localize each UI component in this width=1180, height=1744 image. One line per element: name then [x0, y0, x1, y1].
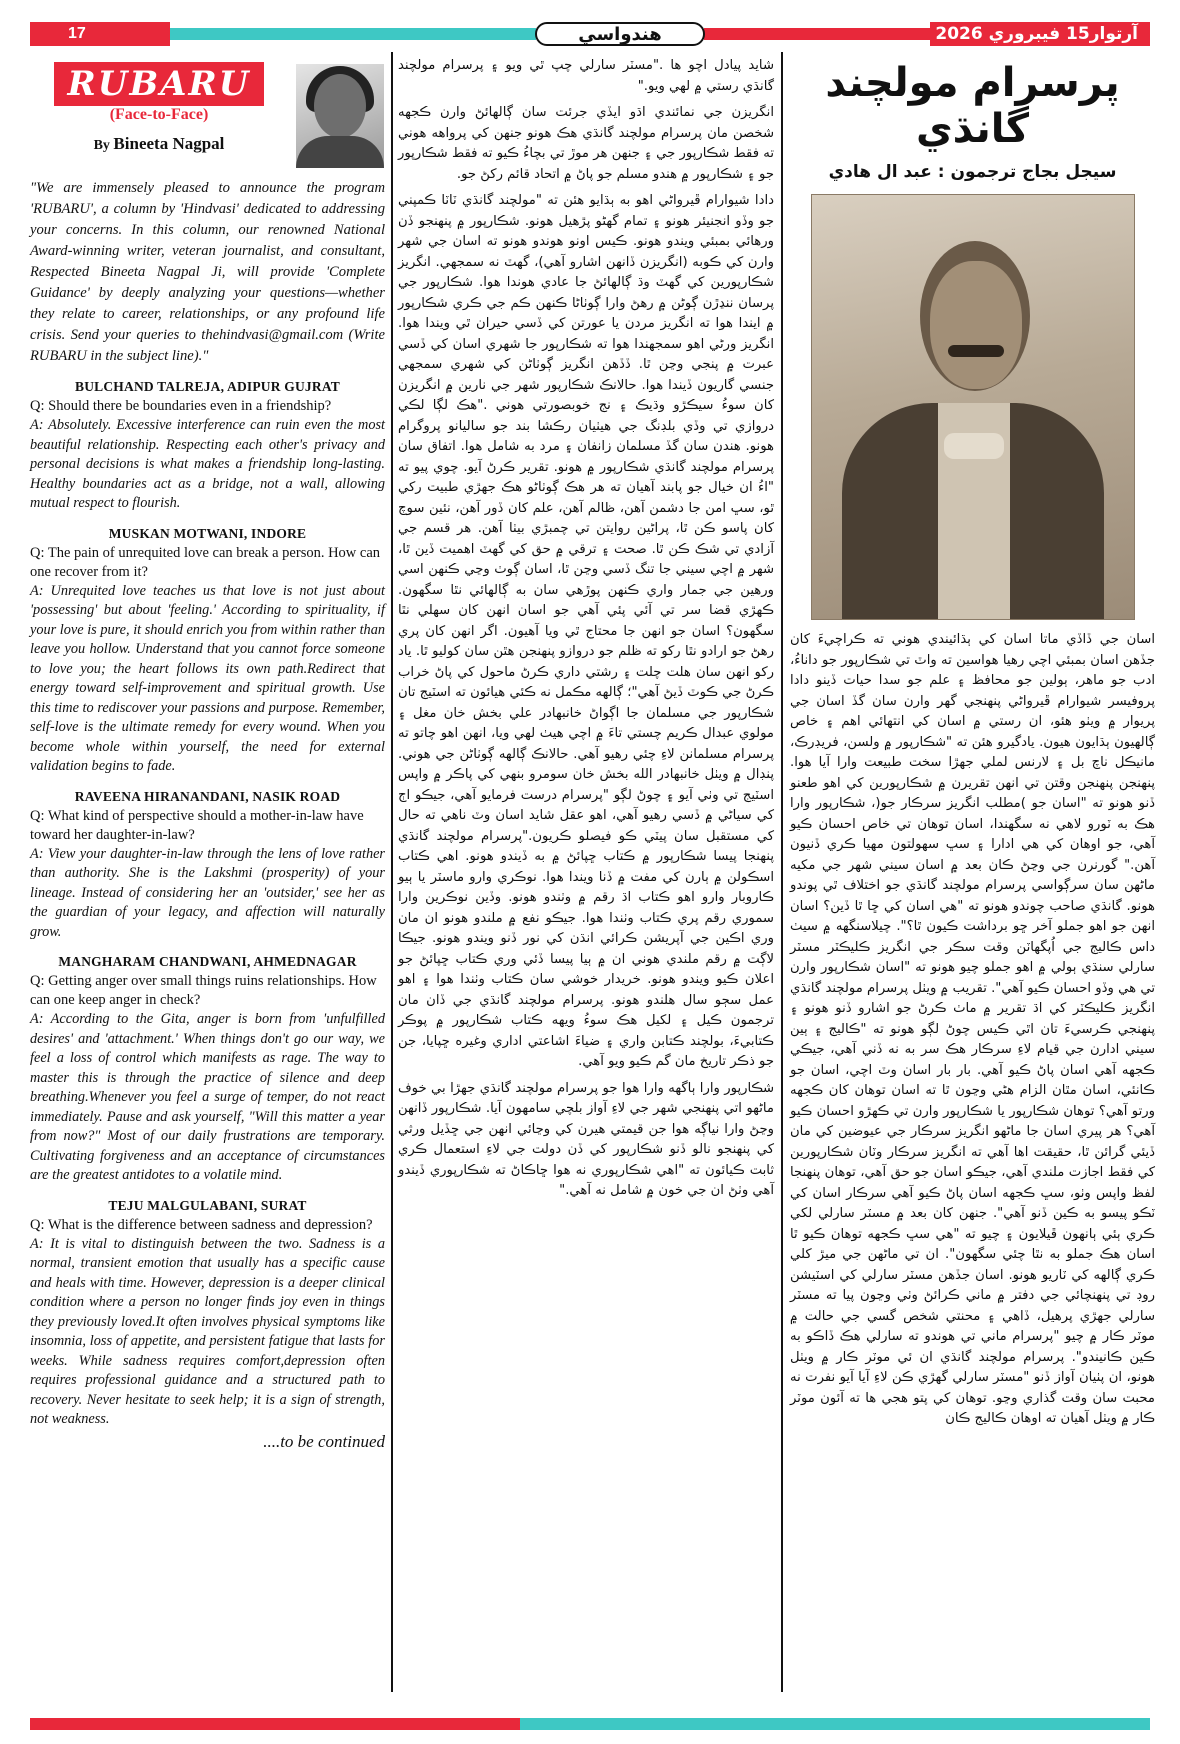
qa-item — [30, 526, 385, 777]
header-strip — [30, 22, 1150, 46]
article-byline: سيجل بجاج ترجمون : عبد ال هادي — [828, 162, 1117, 182]
qa-asker: RAVEENA HIRANANDANI, NASIK ROAD — [74, 788, 341, 804]
continued-note: ....to be continued — [263, 1431, 385, 1451]
footer-strip — [30, 1718, 1150, 1730]
qa-asker: TEJU MALGULABANI, SURAT — [108, 1197, 307, 1213]
article-paragraph: شڪارپور وارا ٻاگهه وارا هوا جو پرسرام مولچند گانڌي جهڙا بي خوف ماڻهو اتي پنهنجي شهر جي لاءِ آواز بلچي سامهون آيا. شڪارپور ڏانهن وڃڻ وارا نياڳه هوا جن قيمتي هيرن کي وڃائي انهن جي ڇڏيل ورثي کي پنهنجو نالو ڏنو شڪارپور کي ڏن دولت جي لاءِ استعمال ڪري ثابت ڪيائون ته "اهي شڪارپوري نه هوا ڇاڪاڻ ته شڪارپوري ڏيندو آهي وٺڻ ان جي خون ۾ شامل نه آهي." — [398, 1080, 774, 1198]
qa-question: Q: What kind of perspective should a mother-in-law have toward her daughter-in-law? — [30, 807, 364, 843]
article-paragraph: انگريزن جي نمائندي اڌو ايڏي جرئت سان ڳالهائڻ وارن ڪجهه شخصن مان پرسرام مولچند گانڌي هڪ هونو جنهن کي پرواهه هوني ته فقط شڪارپور جي ۽ جنهن هر موڙ تي بچاءُ ڪيو ته فقط شڪارپور جو ۽ شڪارپور ۾ هندو مسلم جو پاڻ ۾ اتحاد قائم رکڻ جو. — [398, 105, 774, 182]
qa-answer: A: View your daughter-in-law through the lens of love rather than authority. She is the Lakshmi (prosperity) of your lineage. Instead of considering her an 'outsider,' see her as the guardian of your legacy, and affection will naturally grow. — [30, 845, 385, 940]
rubaru-subtitle: (Face-to-Face) — [109, 106, 209, 123]
portrait-moustache — [948, 345, 1004, 357]
article-paragraph: دادا شيوارام ڦيرواڻي اهو به ٻڌايو هئن ته "مولچند گانڌي ٽاٽا ڪمپني جو وڏو انجنيئر هونو ۽ تمام گهڻو پڙهيل هونو. شڪارپور ۾ پنهنجو ڏن ورهائي بمبئي ويندو هونو. ڪيس اونو هوندو هونو ته اسان جي شهر وارن کي ڪوبه (انگريزن ڏانهن اشارو آهي)، گهٽ نه سمجهي. انگريز شڪارپورين کي گهٽ وڌ ڳالهائڻ جا عادي هوندا هوا. شڪارپور جي پرسان ننڍڙن ڳوڻن ۾ رهڻ وارا ڳوٺاڻا ڪنهن ڪم جي ڪري شڪارپور ۾ ايندا هوا ته انگريز مردن يا عورتن کي ڏسي حيران ٿي ويندا هوا. انگريز ورڻي اهو سمجهندا هوا ته شڪارپور جا شهري اسان کي ڏسي عبرت ۾ پنجي وڃن ٿا. ڏڏهن انگريز ڳوٺاڻن کي شهري سمجهي جنسي گاريون ڏيندا هوا. حالانڪ شڪارپور شهر جي نارين ۾ انگريزن کان سوءُ سيڪڙو وڌيڪ ۽ نج خوبصورتي هوني ."هڪ لڳا لڪي دروازي تي وڏي بلڊنگ جي هيٺيان رڪشا بند جو ساليانو پروگرام هونو. هندن سان گڏ مسلمان زانفان ۽ مرد به شامل هوا. اتفاق سان پرسرام مولچند گانڌي شڪارپور ۾ هونو. تقرير ڪرڻ آيو. چوي پيو ته "اءُ ان خيال جو پابند آهيان ته هر هڪ ڳوٺاڻو هڪ جهڙي طبيت رکي ٿو، سڀ امن جا دشمن آهن، ظالم آهن، علم کان ڏور آهن، نئين سوچ کان پاسو ڪن ٿا، پراڻين روايتن تي چمبڙي بيٺا آهن. هر قسم جي آزادي تي شڪ ڪن ٿا. صحت ۽ ترقي ۾ حق کي گهٽ اهميت ڏين ٿا، شهر ۾ اچي سيني جا تنگ ڏسي وڃن ٿا، اسان ڳوٺ وڃي ڪنهن اسي ورهين جي جمار واري ڪنهن پوڙهي سان به ڳالهائي نٿا سگهون. ڪهڙي قضا سر تي آئي پئي آهي جو اسان انهن کان سهلي نٿا سگهون؟ اسان جو انهن جا محتاج ٿي ويا آهيون. اگر انهن کان پري رهڻ جو ارادو نٿا رکو ته ظلم جو دروازو پنهنجن هٿن سان کوليو ٿا. ياد رکو انهن سان هلت چلت ۽ رشتي داري ڪرڻ ماحول کي پاڻ خراب ڪرڻ جي ڪوٽ ڏيڻ آهي"؛ ڳالهه مڪمل نه ڪئي هيائون ته اسٽيج تان شڪارپور جي مسلمان جا اڳواڻ خانبهادر علي بخش خان مغل ۽ مولوي عبدال ڪريم چستي تاءَ ۾ اچي هيٺ لهي ويا، انهن اهو چاتو ته پرسرام مسلمانن لاءِ چئي رهيو آهي. حالانڪ ڳالهه ڳوٺاڻن جي هوني. پنڊال ۾ ويٺل خانبهادر الله بخش خان سومرو بنهي کي پاڪر ۾ واپس اسٽيج تي وٺي آيو ۽ چوڻ لڳو "پرسرام درست فرمايو آهي، جيڪو اڄ کي سياڻي ۾ ڏسي رهيو آهي، اهو عقل شايد اسان وٽ ناهي ته حال کي مستقبل سان پيٽي ڪو فيصلو ڪريون."پرسرام مولچند گانڌي پنهنجا پيسا شڪارپور ۾ ڪتاب ڇپائڻ ۾ به ڏيندو هونو. اهي ڪتاب اسڪولن ۾ ٻارن کي مفت ۾ ڏنا ويندا هوا. نوڪري وارو ماسٽر يا ٻيو ڪاروبار وارو اهو ڪتاب اڌ رقم ۾ وٺندو هونو. وڏين نوڪرين وارا سموري رقم پري ڪتاب وٺندا هوا. جيڪو نفع ۾ ملندو هونو ان مان وري اڪين جي آپريشن ڪرائي انڌن کي نور ڏنو ويندو هونو. جيڪا لاڳت ۾ رقم ملندي هوني ان ۾ ٻيا پيسا ڏئي وري ڪتاب ڇپائڻ جو اعلان ڪيو ويندو هونو. خريدار خوشي سان ڪتاب وٺندا هوا ۽ اهو عمل سڄو سال هلندو هونو. پرسرام مولچند گانڌي جي ڏان مان ترجمون ڪيل ۽ لکيل هڪ سوءُ ويهه ڪتاب شڪارپور ۾ پوڪر ڪتابيءَ، بولچند ڪتابن واري ۽ ضياءَ اشاعتي اداري وغيره ڇپايا، جن جو ذڪر تاريخ مان گم ڪيو ويو آهي. — [398, 193, 774, 1069]
article-paragraph: شايد پيادل اچو ها ."مسٽر سارلي چپ ٿي ويو ۽ پرسرام مولچند گانڌي رستي ۾ لهي ويو." — [398, 58, 774, 94]
portrait-photo — [811, 194, 1135, 620]
column-divider-right — [781, 52, 783, 1692]
qa-question: Q: What is the difference between sadness and depression? — [30, 1216, 373, 1233]
rubaru-banner — [30, 62, 385, 170]
article-continuation-column — [398, 56, 774, 1208]
rubaru-intro: "We are immensely pleased to announce the program 'RUBARU', a column by 'Hindvasi' dedicated to addressing your concerns. In this column, our renowned National Award-winning writer, veteran journalist, and consultant, Respected Bineeta Nagpal Ji, will provide 'Complete Guidance' by deeply analyzing your questions—whether they relate to career, relationships, or any profound life crisis. Send your queries to thehindvasi@gmail.com (Write RUBARU in the subject line)." — [30, 180, 385, 364]
column-divider-left — [391, 52, 393, 1692]
article-main-column — [790, 56, 1155, 1430]
qa-question: Q: The pain of unrequited love can break a person. How can one recover from it? — [30, 544, 381, 580]
byline-prefix: By — [93, 138, 110, 153]
article-paragraph: اسان جي ڏاڏي ماتا اسان کي ٻڌائيندي هوني ته ڪراچيءَ کان جڏهن اسان بمبئي اچي رهيا هواسين ته واٽ تي شڪارپور جو داناءُ، ادب جو ماهر، ٻولين جو محافظ ۽ علم جو سدا حيات ڏينو دادا پروفيسر شيوارام ڦيرواڻي پنهنجي گهر وارن سان گڏ اسان جي پريوار ۾ ويٺو هئو، ان رستي ۾ اسان کي انتهائي اهم ۽ خاص ڳالهيون ٻڌايون هيون. يادگيرو هئن ته "شڪارپور ۾ ولسن، فريڊرڪ، مانيڪل ناچ بل ۽ لارنس لملي جهڙا سخت طبيعت وارا آيا هوا. پنهنجن پنهنجن وقتن تي انهن تقريرن ۾ شڪارپورين کي اهو طعنو ڏنو هونو ته "اسان جو )مطلب انگريز سرڪار جو(، شڪارپور وارا ھڪ به ٽورو لاهي نه سگهندا، اسان توهان تي خاص احسان ڪيو آهي، جو اوهان کي هي ادارا ۽ سڀ سهولتون مهيا ڪري ڏنيون آهن." گورنرن جي وڃڻ ڪان بعد ۾ اسان سيني شهر جي مکيه ماڻهن سان سرڳواسي پرسرام مولچند گانڌي جو اختلاف ٿي پوندو هونو. گانڌي صاحب چوندو هونو ته "هي اسان کي ڇا ٿا ڏين؟ اسان انهن جو اهو جملو آخر ڇو برداشت ڪيون ٿا؟". چيلاسنگهه ۾ سيٺ داس ڪاليج جي اُپگهاٽن وقت سڪر جي انگريز ڪليڪٽر مسٽر سارلي سنڌي ٻولي ۾ اهو جملو چيو هونو ته "اسان شڪارپور وارن تي هي وڏو احسان ڪيو آهي". تقريب ۾ ويٺل پرسرام مولچند گانڌي انگريز ڪليڪٽر کي اڌ تقرير ۾ ماٺ ڪرڻ جو اشارو ڏنو هونو ۽ پنهنجي ڪرسيءَ تان اٿي ڪيس چوڻ لڳو هونو ته "ڪاليج ۽ ٻين سيني ادارن جي قيام لاءِ سرڪار هڪ سر به نه ڏني آهي، جيڪي ڪجهه آهي اسان پاڻ ڪيو آهي. بار بار اسان وٽ اچي، اسان جو ڪانئي، اسان مٿان الزام هڻي وڃون ٿا ته اسان توهان کان ڪجهه ورتو آهي؟ توهان شڪارپور يا شڪارپور وارن تي ڪهڙو احسان ڪيو آهي؟ هر پيري اسان جا ماڻهو انگريز سرڪار جي عيوضين کي مان ڏيئي گرائن ٿا، حقيقت اها آهي ته انگريز سرڪار وٽان شڪارپورين کي فقط اجازت ملندي آهي، جيڪو اسان جو حق آهي، توهان پنهنجا لفظ واپس وٺو، سڀ ڪجهه اسان پاڻ ڪيو آهي سرڪار اسان کي ٽڪو پيسو به ڪين ڏنو آهي". جنهن کان بعد ۾ مسٽر سارلي لکي ڪري ٻئي ٻانهون ڦيلايون ۽ چيو ته "هي سڀ ڪجهه توهان ڪيو ٿا اسان هڪ جملو به نٿا چئي سگهون". ان تي ماڻهن جي ميڙ کلي ڪري ڳالهه کي ٽاريو هونو. اسان جڏهن مسٽر سارلي کي اسٽيشن روڊ تي پنهنچائي جي دفتر ۾ ماني ڪرائڻ وٺي وڃون پيا ته مسٽر سارلي جهڙي پرهيل، ڏاهي ۽ محنتي شخص گسي جي حالت ۾ موٽر ڪار ۾ چيو "پرسرام ماني تي هوندو ته سارلي هڪ ڏاڪو به ڪين ڪانيندو". پرسرام مولچند گانڌي ان ئي موٽر ڪار ۾ ويٺل هونو، ان پٺيان آواز ڏنو "مسٽر سارلي گهڙي ڪن لاءِ آيا آيو نفرت نه محبت سان وقت گذاري وڃو. توهان کي پتو هجي ها ته آئون موٽر ڪار ۾ ويٺل آهيان ته اوهان ڪاليج ڪان — [790, 632, 1155, 1426]
qa-asker: BULCHAND TALREJA, ADIPUR GUJRAT — [75, 379, 340, 394]
qa-question: Q: Should there be boundaries even in a friendship? — [30, 398, 332, 414]
author-photo — [296, 64, 384, 168]
qa-question: Q: Getting anger over small things ruins relationships. How can one keep anger in check? — [30, 973, 377, 1008]
qa-asker: MUSKAN MOTWANI, INDORE — [108, 525, 307, 541]
rubaru-byline — [54, 134, 264, 154]
author-photo-face — [314, 74, 366, 138]
portrait-bowtie — [944, 433, 1004, 459]
byline-author: Bineeta Nagpal — [113, 134, 225, 153]
author-photo-body — [296, 136, 384, 168]
qa-answer: A: Unrequited love teaches us that love is not just about 'possessing' but about 'feeling.' According to spirituality, if your love is pure, it should enrich you from within rather than leave you hollow. Understand that you cannot force someone to love you; the heart follows its own path.Redirect that energy toward self-improvement and spiritual growth. Use this time to rediscover your passions and purpose. Remember, self-love is the ultimate remedy for every wound. When you become whole within yourself, the need for external validation begins to fade. — [30, 582, 385, 774]
qa-answer: A: According to the Gita, anger is born from 'unfulfilled desires' and 'attachment.' When things don't go our way, we feel a loss of control which manifests as rage. The way to master this is through the practice of silence and deep breathing.Whenever you feel a surge of temper, do not react immediately. Pause and ask yourself, "Will this matter a year from now?" Most of our daily frustrations are temporary. Cultivating forgiveness and an acceptance of circumstances are the greatest antidotes to a volatile mind. — [30, 1011, 385, 1183]
qa-item — [30, 1198, 385, 1430]
qa-item — [30, 954, 385, 1186]
rubaru-column — [30, 62, 385, 1452]
qa-item — [30, 379, 385, 514]
portrait-face — [930, 261, 1022, 389]
footer-bar-teal — [520, 1718, 1150, 1730]
qa-answer: A: Absolutely. Excessive interference can ruin even the most beautiful relationship. Respecting each other's privacy and personal decisions is what makes a friendship long-lasting. Healthy boundaries act as a bridge, not a wall, allowing mutual respect to flourish. — [30, 417, 385, 511]
masthead-logo: هندواسي — [535, 22, 705, 46]
article-title: پرسرام مولچند گانڌي — [825, 60, 1120, 152]
qa-answer: A: It is vital to distinguish between the two. Sadness is a normal, transient emotion that usually has a specific cause and heals with time. However, depression is a deeper clinical condition where a person no longer finds joy even in things they previously loved.It often involves physical symptoms like insomnia, loss of appetite, and persistent fatigue that lasts for weeks. While sadness requires comfort,depression often requires professional guidance and a structured path to recovery. Never hesitate to seek help; it is a sign of strength, not weakness. — [30, 1235, 385, 1427]
rubaru-title: RUBARU — [54, 62, 264, 106]
qa-asker: MANGHARAM CHANDWANI, AHMEDNAGAR — [58, 954, 357, 969]
page-number: 17 — [68, 25, 86, 42]
header-bar-red-left — [30, 22, 170, 46]
issue-date: آرتوار15 فيبروري 2026 — [935, 24, 1138, 44]
qa-item — [30, 789, 385, 943]
footer-bar-red — [30, 1718, 520, 1730]
